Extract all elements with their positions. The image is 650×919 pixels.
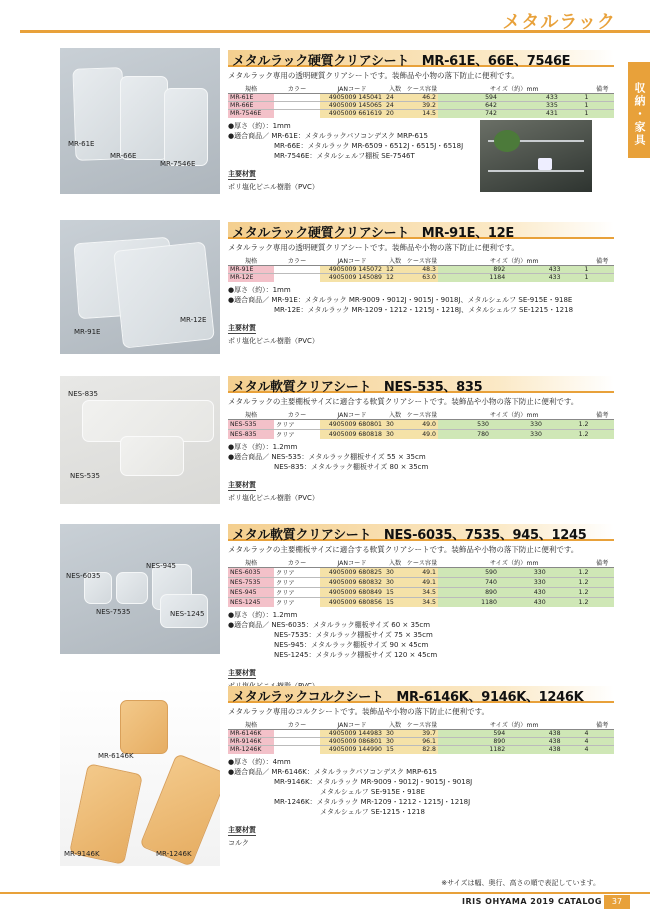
col-jan: JANコード <box>320 84 384 94</box>
section-title: メタル軟質クリアシート NES-535、835 <box>232 380 483 395</box>
cell-height: 1.2 <box>548 568 591 578</box>
cell-case: 14.5 <box>406 110 438 118</box>
cell-depth: 433 <box>507 274 562 282</box>
cell-color <box>274 274 320 282</box>
cell-depth: 335 <box>499 102 560 110</box>
col-qty: 入数 <box>384 84 406 94</box>
cell-width: 594 <box>438 730 507 738</box>
plant-image <box>494 130 520 152</box>
spec-header-row <box>228 558 614 568</box>
note-line: MR-12E：メタルラック MR-1209・1212・1215J・1218J、メタルシェルフ SE-1215・1218 <box>274 305 574 314</box>
cell-color <box>274 94 320 102</box>
product-photo <box>60 220 220 354</box>
cell-note <box>590 578 614 588</box>
sheet-shape <box>113 241 215 348</box>
col-code: 規格 <box>228 410 274 420</box>
col-qty: 入数 <box>384 410 406 420</box>
col-note: 備考 <box>590 410 614 420</box>
section-title-bar <box>228 524 614 541</box>
col-color: カラー <box>274 84 320 94</box>
table-row <box>228 102 614 110</box>
cell-width: 892 <box>438 266 507 274</box>
cell-jan: 4905009 680849 <box>320 588 384 598</box>
cell-width: 740 <box>438 578 499 588</box>
cell-width: 590 <box>438 568 499 578</box>
photo-label: NES-835 <box>68 390 98 398</box>
cell-case: 96.1 <box>406 738 438 746</box>
page-title: メタルラック <box>502 12 616 33</box>
cell-depth: 430 <box>499 588 548 598</box>
cell-code: MR-61E <box>228 94 274 102</box>
photo-label: NES-6035 <box>66 572 101 580</box>
note-line: メタルシェルフ SE-1215・1218 <box>320 807 425 816</box>
cell-jan: 4905009 145041 <box>320 94 384 102</box>
cell-color: クリア <box>274 430 320 440</box>
note-line: ●適合商品／ MR-6146K：メタルラックパソコンデスク MRP-615 <box>228 767 437 776</box>
cell-case: 82.8 <box>406 746 438 754</box>
rack-bar <box>488 170 584 172</box>
cell-note <box>590 430 614 440</box>
material-value: ポリ塩化ビニル樹脂（PVC） <box>228 494 319 502</box>
spec-header-row <box>228 84 614 94</box>
section-description: メタルラックの主要棚板サイズに適合する軟質クリアシートです。装飾品や小物の落下防止に便利です。 <box>228 545 579 554</box>
cell-case: 49.0 <box>406 430 438 440</box>
section-title-bar <box>228 376 614 393</box>
section-notes <box>228 285 614 315</box>
material-heading: 主要材質 <box>228 825 256 834</box>
cell-qty: 12 <box>384 274 406 282</box>
spec-table <box>228 720 614 754</box>
cell-note <box>590 94 614 102</box>
col-color: カラー <box>274 256 320 266</box>
cell-jan: 4905009 145089 <box>320 274 384 282</box>
col-jan: JANコード <box>320 558 384 568</box>
cell-depth: 431 <box>499 110 560 118</box>
table-row <box>228 274 614 282</box>
sheet-shape <box>164 88 208 166</box>
col-jan: JANコード <box>320 720 384 730</box>
page-number: 37 <box>604 895 630 909</box>
footer-rule <box>0 892 650 894</box>
col-note: 備考 <box>590 558 614 568</box>
table-row <box>228 568 614 578</box>
photo-label: MR-66E <box>110 152 137 160</box>
spec-header-row <box>228 256 614 266</box>
note-line: ●適合商品／ MR-61E：メタルラックパソコンデスク MRP-615 <box>228 131 428 140</box>
cell-note <box>590 266 614 274</box>
sheet-shape <box>120 76 168 160</box>
cell-note <box>590 110 614 118</box>
note-line: NES-835：メタルラック棚板サイズ 80 × 35cm <box>274 463 429 471</box>
table-row <box>228 94 614 102</box>
product-photo <box>60 524 220 654</box>
col-case: ケース容量 <box>406 560 438 567</box>
table-row <box>228 578 614 588</box>
section-notes <box>228 610 614 660</box>
cell-qty: 24 <box>384 102 406 110</box>
cell-jan: 4905009 661619 <box>320 110 384 118</box>
cell-qty: 15 <box>384 746 406 754</box>
col-size: サイズ（約）mm <box>438 720 590 730</box>
sheet-shape <box>120 436 184 476</box>
cell-color: クリア <box>274 588 320 598</box>
cell-qty: 15 <box>384 588 406 598</box>
col-note: 備考 <box>590 256 614 266</box>
cell-case: 63.0 <box>406 274 438 282</box>
photo-label: MR-12E <box>180 316 207 324</box>
section-title-bar <box>228 686 614 703</box>
material-heading: 主要材質 <box>228 169 256 178</box>
cell-code: NES-535 <box>228 420 274 430</box>
product-photo <box>60 376 220 504</box>
cell-depth: 438 <box>507 730 562 738</box>
cell-width: 594 <box>438 94 499 102</box>
cell-code: MR-66E <box>228 102 274 110</box>
note-line: ●厚さ（約）：1.2mm <box>228 443 298 451</box>
cup-image <box>538 158 552 170</box>
cell-color: クリア <box>274 598 320 608</box>
col-color: カラー <box>274 410 320 420</box>
cell-code: NES-7535 <box>228 578 274 588</box>
note-line: MR-7546E：メタルシェルフ棚板 SE-7546T <box>274 151 415 160</box>
cell-height: 1.2 <box>544 430 590 440</box>
cell-width: 742 <box>438 110 499 118</box>
spec-table <box>228 84 614 118</box>
cell-width: 1182 <box>438 746 507 754</box>
cell-case: 39.2 <box>406 102 438 110</box>
usage-photo <box>480 120 592 192</box>
cell-color <box>274 746 320 754</box>
sheet-shape <box>116 572 148 604</box>
col-qty: 入数 <box>384 256 406 266</box>
cell-qty: 24 <box>384 94 406 102</box>
cell-width: 1180 <box>438 598 499 608</box>
cell-jan: 4905009 680856 <box>320 598 384 608</box>
table-row <box>228 266 614 274</box>
cell-height: 1 <box>563 266 591 274</box>
cell-qty: 15 <box>384 598 406 608</box>
cell-code: NES-1245 <box>228 598 274 608</box>
col-color: カラー <box>274 558 320 568</box>
product-photo <box>60 686 220 866</box>
photo-label: NES-535 <box>70 472 100 480</box>
section-description: メタルラック専用の透明硬質クリアシートです。装飾品や小物の落下防止に便利です。 <box>228 71 519 80</box>
cell-height: 4 <box>563 746 591 754</box>
cell-width: 890 <box>438 588 499 598</box>
col-note: 備考 <box>590 720 614 730</box>
cell-depth: 330 <box>491 420 544 430</box>
cell-height: 1 <box>563 274 591 282</box>
cell-case: 49.1 <box>406 578 438 588</box>
note-line: NES-1245：メタルラック棚板サイズ 120 × 45cm <box>274 651 438 659</box>
cell-width: 1184 <box>438 274 507 282</box>
section-description: メタルラック専用の透明硬質クリアシートです。装飾品や小物の落下防止に便利です。 <box>228 243 519 252</box>
cell-case: 39.7 <box>406 730 438 738</box>
cell-case: 49.1 <box>406 568 438 578</box>
section-title-bar <box>228 50 614 67</box>
cell-jan: 4905009 144990 <box>320 746 384 754</box>
cell-qty: 30 <box>384 420 406 430</box>
cell-qty: 30 <box>384 738 406 746</box>
cell-height: 1.2 <box>548 588 591 598</box>
col-code: 規格 <box>228 84 274 94</box>
cell-jan: 4905009 680818 <box>320 430 384 440</box>
material-value: ポリ塩化ビニル樹脂（PVC） <box>228 182 319 191</box>
cell-jan: 4905009 680825 <box>320 568 384 578</box>
cell-jan: 4905009 145072 <box>320 266 384 274</box>
cell-note <box>590 274 614 282</box>
cell-code: MR-6146K <box>228 730 274 738</box>
photo-label: MR-7546E <box>160 160 196 168</box>
note-line: MR-66E：メタルラック MR-6509・6512J・6515J・6518J <box>274 141 464 150</box>
category-tab[interactable]: 収納・家具 <box>628 62 650 158</box>
sheet-shape <box>120 700 168 754</box>
col-case: ケース容量 <box>406 412 438 419</box>
photo-label: MR-9146K <box>64 850 100 858</box>
cell-case: 34.5 <box>406 588 438 598</box>
section-title: メタルラック硬質クリアシート MR-91E、12E <box>232 226 515 241</box>
cell-height: 1 <box>560 102 591 110</box>
cell-color <box>274 266 320 274</box>
cell-depth: 330 <box>499 568 548 578</box>
cell-code: MR-12E <box>228 274 274 282</box>
note-line: ●適合商品／ NES-535：メタルラック棚板サイズ 55 × 35cm <box>228 453 426 461</box>
cell-jan: 4905009 145065 <box>320 102 384 110</box>
material-heading: 主要材質 <box>228 669 256 677</box>
cell-jan: 4905009 144983 <box>320 730 384 738</box>
spec-header-row <box>228 720 614 730</box>
note-line: ●適合商品／ NES-6035：メタルラック棚板サイズ 60 × 35cm <box>228 621 431 629</box>
cell-code: NES-945 <box>228 588 274 598</box>
col-qty: 入数 <box>384 720 406 730</box>
cell-height: 4 <box>563 730 591 738</box>
cell-code: MR-91E <box>228 266 274 274</box>
section-title-bar <box>228 222 614 239</box>
footer-note: ※サイズは幅、奥行、高さの順で表記しています。 <box>441 879 600 887</box>
note-line: ●厚さ（約）：1mm <box>228 121 291 130</box>
note-line: ●厚さ（約）：4mm <box>228 757 291 766</box>
col-size: サイズ（約）mm <box>438 256 590 266</box>
cell-height: 1 <box>560 110 591 118</box>
col-code: 規格 <box>228 720 274 730</box>
col-note: 備考 <box>590 84 614 94</box>
cell-qty: 30 <box>384 730 406 738</box>
table-row <box>228 430 614 440</box>
material-value: ポリ塩化ビニル樹脂（PVC） <box>228 336 319 345</box>
col-size: サイズ（約）mm <box>438 558 590 568</box>
spec-table <box>228 558 614 607</box>
cell-code: MR-1246K <box>228 746 274 754</box>
cell-qty: 12 <box>384 266 406 274</box>
photo-label: NES-1245 <box>170 610 205 618</box>
section-title: メタルラックコルクシート MR-6146K、9146K、1246K <box>232 690 584 705</box>
table-row <box>228 598 614 608</box>
col-size: サイズ（約）mm <box>438 410 590 420</box>
cell-color <box>274 110 320 118</box>
photo-label: MR-91E <box>74 328 101 336</box>
cell-height: 1.2 <box>548 578 591 588</box>
section-notes <box>228 757 614 817</box>
cell-jan: 4905009 680832 <box>320 578 384 588</box>
note-line: ●適合商品／ MR-91E：メタルラック MR-9009・9012J・9015J・9018J、メタルシェルフ SE-915E・918E <box>228 295 573 304</box>
note-line: ●厚さ（約）：1.2mm <box>228 611 298 619</box>
cell-qty: 30 <box>384 578 406 588</box>
note-line: MR-9146K：メタルラック MR-9009・9012J・9015J・9018J <box>274 777 473 786</box>
note-line: MR-1246K：メタルラック MR-1209・1212・1215J・1218J <box>274 797 471 806</box>
cell-qty: 20 <box>384 110 406 118</box>
material-heading: 主要材質 <box>228 323 256 332</box>
col-color: カラー <box>274 720 320 730</box>
cell-depth: 438 <box>507 738 562 746</box>
cell-case: 48.3 <box>406 266 438 274</box>
cell-case: 34.5 <box>406 598 438 608</box>
cell-height: 1 <box>560 94 591 102</box>
cell-code: NES-6035 <box>228 568 274 578</box>
spec-table <box>228 410 614 439</box>
col-qty: 入数 <box>384 558 406 568</box>
cell-depth: 430 <box>499 598 548 608</box>
photo-label: MR-6146K <box>98 752 134 760</box>
col-code: 規格 <box>228 558 274 568</box>
cell-width: 530 <box>438 420 491 430</box>
table-row <box>228 588 614 598</box>
table-row <box>228 738 614 746</box>
cell-depth: 433 <box>499 94 560 102</box>
col-jan: JANコード <box>320 410 384 420</box>
table-row <box>228 420 614 430</box>
note-line: ●厚さ（約）：1mm <box>228 285 291 294</box>
cell-color: クリア <box>274 578 320 588</box>
spec-header-row <box>228 410 614 420</box>
cell-note <box>590 738 614 746</box>
cell-color <box>274 102 320 110</box>
cell-width: 642 <box>438 102 499 110</box>
section-description: メタルラックの主要棚板サイズに適合する軟質クリアシートです。装飾品や小物の落下防止に便利です。 <box>228 397 579 406</box>
cell-note <box>590 598 614 608</box>
cell-code: NES-835 <box>228 430 274 440</box>
cell-color: クリア <box>274 420 320 430</box>
cell-color <box>274 730 320 738</box>
note-line: NES-945：メタルラック棚板サイズ 90 × 45cm <box>274 641 429 649</box>
table-row <box>228 746 614 754</box>
cell-depth: 330 <box>491 430 544 440</box>
cell-case: 49.0 <box>406 420 438 430</box>
cell-note <box>590 588 614 598</box>
cell-note <box>590 102 614 110</box>
cell-color: クリア <box>274 568 320 578</box>
cell-depth: 438 <box>507 746 562 754</box>
col-case: ケース容量 <box>406 722 438 729</box>
cell-height: 1.2 <box>548 598 591 608</box>
cell-qty: 30 <box>384 568 406 578</box>
col-case: ケース容量 <box>406 258 438 265</box>
cell-color <box>274 738 320 746</box>
col-size: サイズ（約）mm <box>438 84 590 94</box>
cell-depth: 330 <box>499 578 548 588</box>
cell-depth: 433 <box>507 266 562 274</box>
cell-note <box>590 730 614 738</box>
cell-code: MR-7546E <box>228 110 274 118</box>
table-row <box>228 110 614 118</box>
catalog-name: IRIS OHYAMA 2019 CATALOG <box>461 897 602 906</box>
cell-note <box>590 746 614 754</box>
col-jan: JANコード <box>320 256 384 266</box>
spec-table <box>228 256 614 282</box>
note-line: NES-7535：メタルラック棚板サイズ 75 × 35cm <box>274 631 433 639</box>
col-code: 規格 <box>228 256 274 266</box>
section-title: メタルラック硬質クリアシート MR-61E、66E、7546E <box>232 54 571 69</box>
photo-label: NES-945 <box>146 562 176 570</box>
cell-height: 1.2 <box>544 420 590 430</box>
cell-note <box>590 420 614 430</box>
cell-jan: 4905009 086801 <box>320 738 384 746</box>
section-description: メタルラック専用のコルクシートです。装飾品や小物の落下防止に便利です。 <box>228 707 489 716</box>
photo-label: NES-7535 <box>96 608 131 616</box>
material-heading: 主要材質 <box>228 481 256 489</box>
cell-case: 46.2 <box>406 94 438 102</box>
cell-height: 4 <box>563 738 591 746</box>
note-line: メタルシェルフ SE-915E・918E <box>320 787 425 796</box>
photo-label: MR-1246K <box>156 850 192 858</box>
photo-label: MR-61E <box>68 140 95 148</box>
page-header <box>0 0 650 40</box>
material-value: コルク <box>228 838 249 847</box>
cell-width: 890 <box>438 738 507 746</box>
cell-qty: 30 <box>384 430 406 440</box>
cell-code: MR-9146K <box>228 738 274 746</box>
product-photo <box>60 48 220 194</box>
col-case: ケース容量 <box>406 86 438 93</box>
section-title: メタル軟質クリアシート NES-6035、7535、945、1245 <box>232 528 587 543</box>
cell-width: 780 <box>438 430 491 440</box>
section-notes <box>228 442 614 472</box>
table-row <box>228 730 614 738</box>
cell-note <box>590 568 614 578</box>
cell-jan: 4905009 680801 <box>320 420 384 430</box>
